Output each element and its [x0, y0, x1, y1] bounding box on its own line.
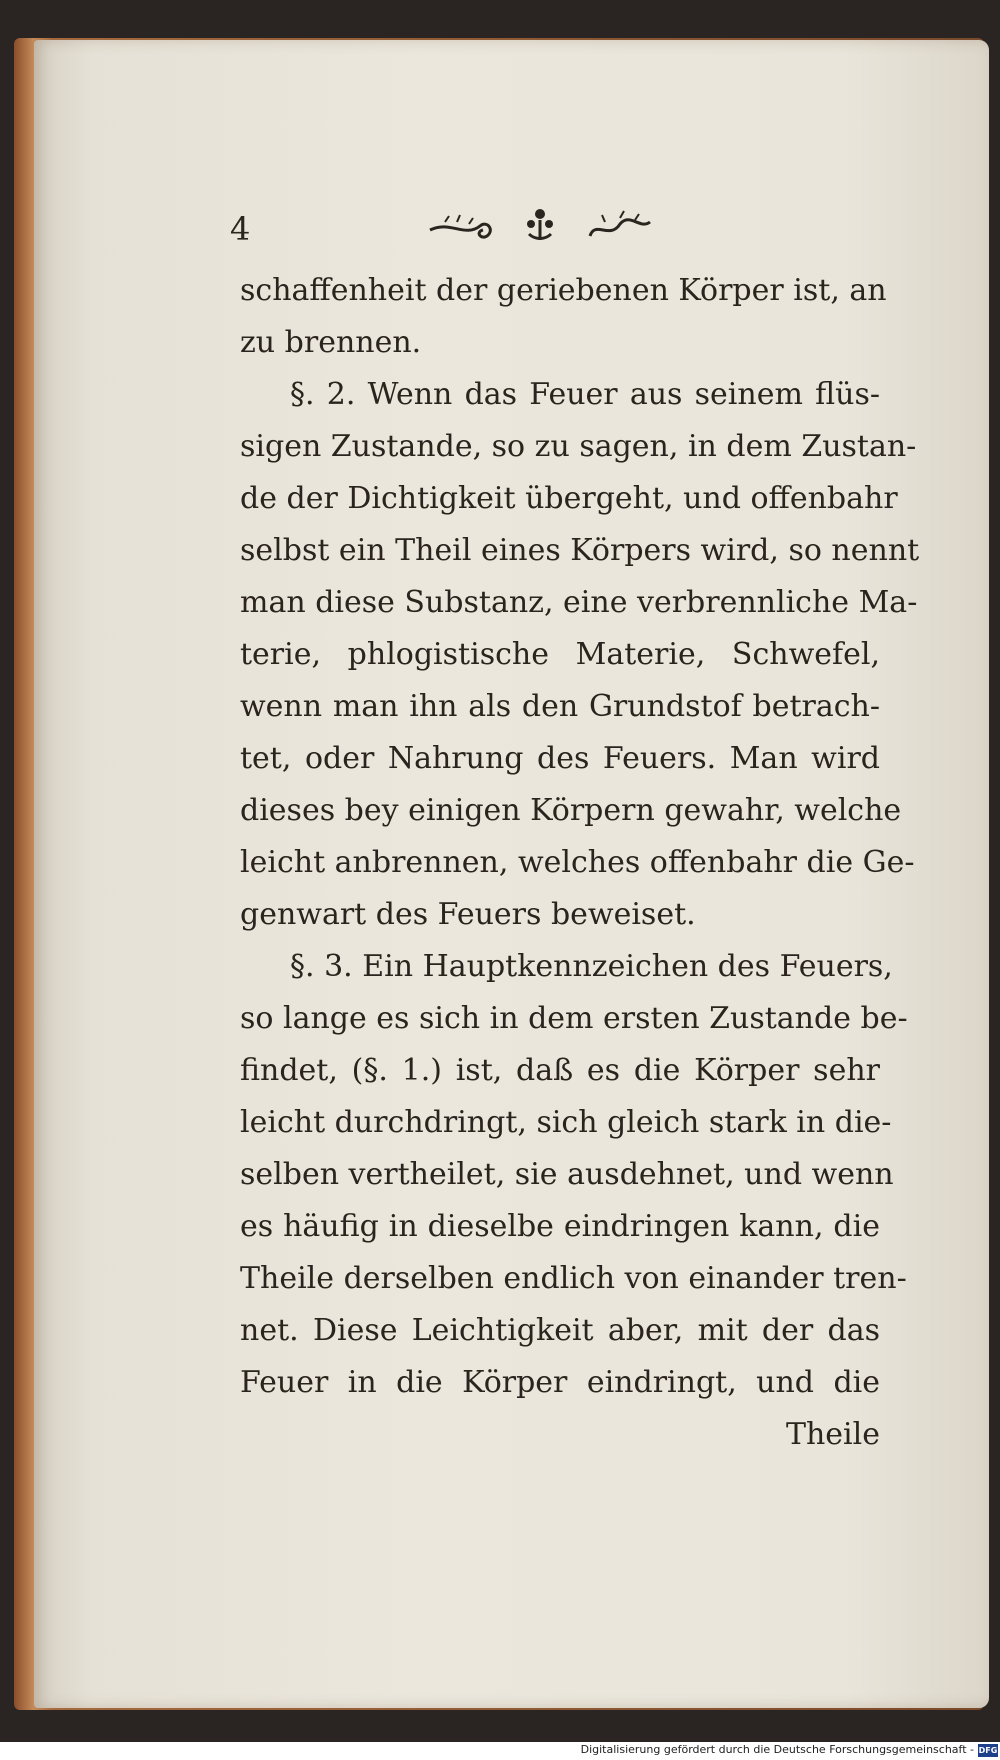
text-line: dieses bey einigen Körpern gewahr, welche	[240, 793, 902, 828]
text-line: selben vertheilet, sie ausdehnet, und wenn	[240, 1157, 894, 1192]
text-line: terie, phlogistische Materie, Schwefel,	[240, 637, 880, 672]
text-line: genwart des Feuers beweiset.	[240, 897, 696, 932]
page-number: 4	[230, 210, 251, 248]
text-line: §. 2. Wenn das Feuer aus seinem flüs-	[290, 377, 880, 412]
text-line: zu brennen.	[240, 325, 422, 360]
text-line: man diese Substanz, eine verbrennliche Ma-	[240, 585, 918, 620]
digitization-credit: Digitalisierung gefördert durch die Deutsche Forschungsgemeinschaft -	[580, 1743, 974, 1756]
text-line: leicht durchdringt, sich gleich stark in die-	[240, 1105, 892, 1140]
text-line: tet, oder Nahrung des Feuers. Man wird	[240, 741, 880, 776]
text-line: findet, (§. 1.) ist, daß es die Körper sehr	[240, 1053, 880, 1088]
dfg-logo: DFG	[978, 1746, 998, 1755]
text-line: Feuer in die Körper eindringt, und die	[240, 1365, 880, 1400]
text-line: §. 3. Ein Hauptkennzeichen des Feuers,	[290, 949, 893, 984]
text-line: es häufig in dieselbe eindringen kann, die	[240, 1209, 880, 1244]
catchword: Theile	[785, 1417, 880, 1452]
page-header	[230, 200, 880, 260]
text-line: de der Dichtigkeit übergeht, und offenbahr	[240, 481, 898, 516]
text-line: schaffenheit der geriebenen Körper ist, an	[240, 273, 887, 308]
text-line: leicht anbrennen, welches offenbahr die Ge-	[240, 845, 915, 880]
text-line: wenn man ihn als den Grundstof betrach-	[240, 689, 880, 724]
text-line: so lange es sich in dem ersten Zustande be-	[240, 1001, 908, 1036]
footer-bar	[0, 1742, 1000, 1760]
page-text	[240, 265, 920, 1461]
text-line: sigen Zustande, so zu sagen, in dem Zustan-	[240, 429, 917, 464]
text-line: net. Diese Leichtigkeit aber, mit der das	[240, 1313, 880, 1348]
text-line: Theile derselben endlich von einander tren-	[240, 1261, 907, 1296]
text-line: selbst ein Theil eines Körpers wird, so nennt	[240, 533, 920, 568]
fleuron-ornament-icon	[425, 200, 655, 250]
